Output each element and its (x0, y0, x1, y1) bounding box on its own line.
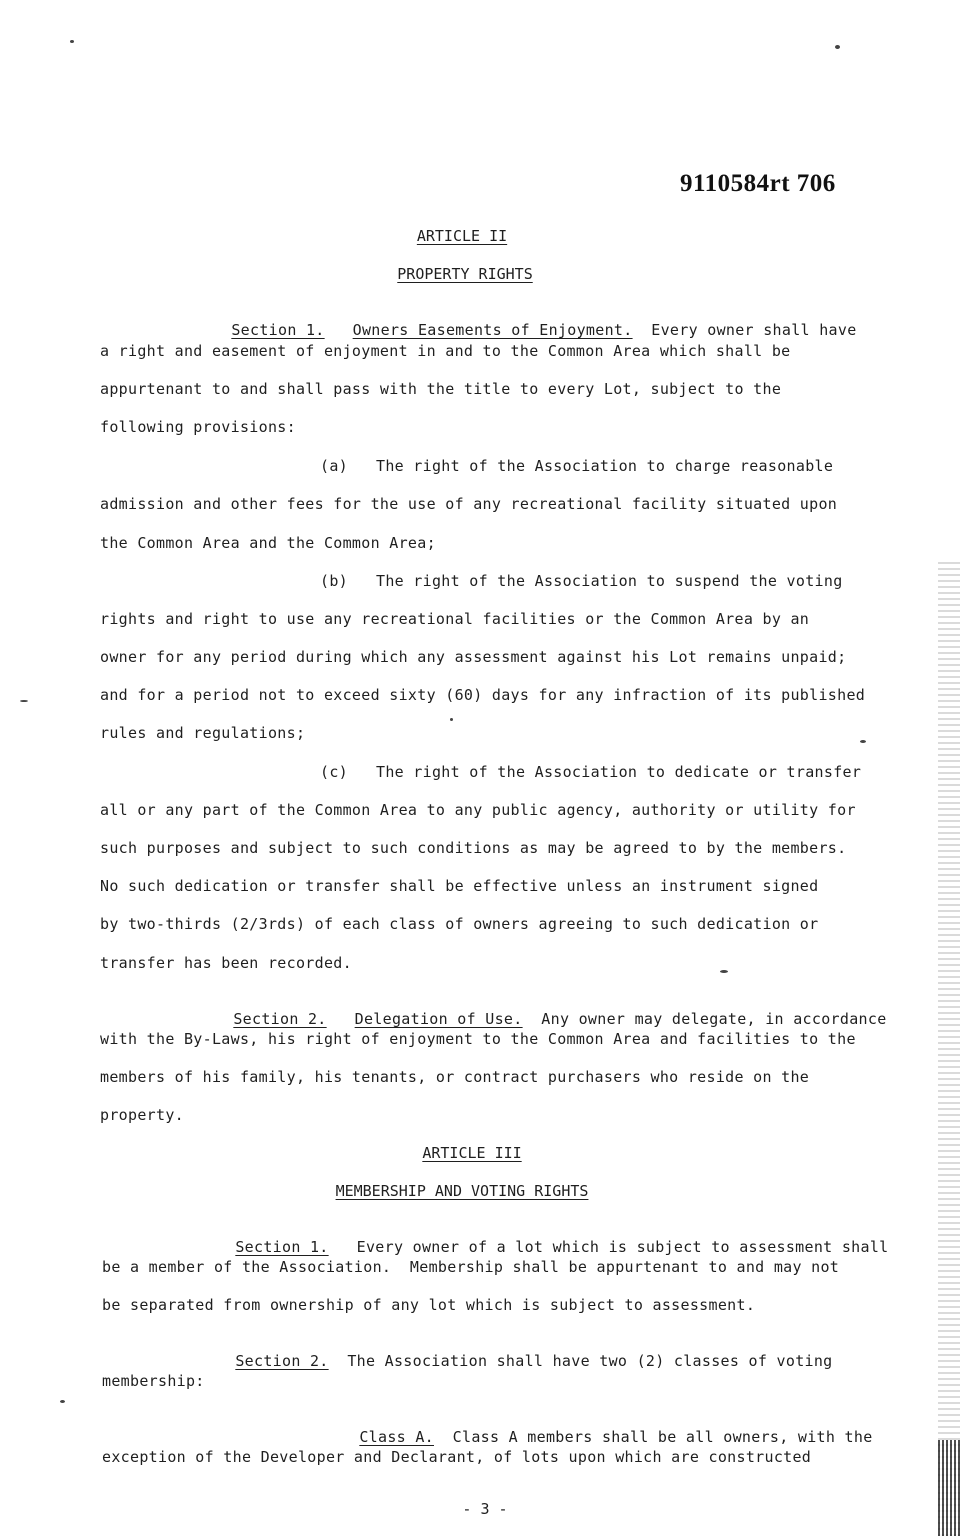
text-line: and for a period not to exceed sixty (60) days for any infraction of its published (100, 686, 866, 704)
page-number: - 3 - (462, 1500, 508, 1518)
text-line: the Common Area and the Common Area; (100, 534, 436, 552)
section-text: Every owner of a lot which is subject to assessment shall (356, 1238, 889, 1256)
provision-c-first: (c) The right of the Association to dedicate or transfer (320, 763, 862, 781)
scan-speck (860, 740, 866, 743)
text-line: rights and right to use any recreational facilities or the Common Area by an (100, 610, 810, 628)
section-text: Every owner shall have (651, 321, 857, 339)
text-line: such purposes and subject to such conditions as may be agreed to by the members. (100, 839, 847, 857)
scan-edge-barcode (938, 1440, 960, 1536)
text-line: transfer has been recorded. (100, 954, 352, 972)
scan-speck (60, 1400, 65, 1403)
text-line: property. (100, 1106, 184, 1124)
scan-speck (20, 700, 28, 702)
section-text: Any owner may delegate, in accordance (541, 1010, 887, 1028)
text-line: No such dedication or transfer shall be effective unless an instrument signed (100, 877, 819, 895)
article-ii-heading: ARTICLE II (416, 227, 508, 245)
text-line: exception of the Developer and Declarant, of lots upon which are constructed (102, 1448, 812, 1466)
text-line: owner for any period during which any assessment against his Lot remains unpaid; (100, 648, 847, 666)
section-text: The Association shall have two (2) classes of voting (347, 1352, 833, 1370)
provision-b-first: (b) The right of the Association to suspend the voting (320, 572, 843, 590)
class-text: Class A members shall be all owners, with the (452, 1428, 873, 1446)
text-line: a right and easement of enjoyment in and to the Common Area which shall be (100, 342, 791, 360)
text-line: admission and other fees for the use of any recreational facility situated upon (100, 495, 838, 513)
section-label: Section 2. (233, 1010, 327, 1028)
text-line: be separated from ownership of any lot which is subject to assessment. (102, 1296, 756, 1314)
section-title: Delegation of Use. (354, 1010, 523, 1028)
scan-speck (450, 718, 453, 721)
article-iii-heading: ARTICLE III (422, 1144, 522, 1162)
article-ii-subheading: PROPERTY RIGHTS (397, 265, 533, 283)
section-title: Owners Easements of Enjoyment. (352, 321, 633, 339)
scan-speck (720, 970, 728, 973)
scan-speck (70, 40, 74, 43)
a3-s2-line1 (198, 1334, 833, 1388)
scan-speck (835, 45, 840, 49)
article-iii-subheading: MEMBERSHIP AND VOTING RIGHTS (335, 1182, 589, 1200)
text-line: membership: (102, 1372, 205, 1390)
text-line: appurtenant to and shall pass with the title to every Lot, subject to the (100, 380, 782, 398)
section-label: Section 1. (231, 321, 325, 339)
text-line: following provisions: (100, 418, 296, 436)
provision-a-first: (a) The right of the Association to charge reasonable (320, 457, 834, 475)
text-line: by two-thirds (2/3rds) of each class of owners agreeing to such dedication or (100, 915, 819, 933)
section-label: Section 2. (235, 1352, 329, 1370)
text-line: be a member of the Association. Membership shall be appurtenant to and may not (102, 1258, 840, 1276)
text-line: all or any part of the Common Area to any public agency, authority or utility for (100, 801, 856, 819)
text-line: rules and regulations; (100, 724, 306, 742)
scan-edge-noise (938, 560, 960, 1536)
section-label: Section 1. (235, 1238, 329, 1256)
recording-stamp: 9110584rt 706 (680, 170, 836, 197)
text-line: with the By-Laws, his right of enjoyment to the Common Area and facilities to the (100, 1030, 856, 1048)
class-label: Class A. (359, 1428, 434, 1446)
text-line: members of his family, his tenants, or contract purchasers who reside on the (100, 1068, 810, 1086)
